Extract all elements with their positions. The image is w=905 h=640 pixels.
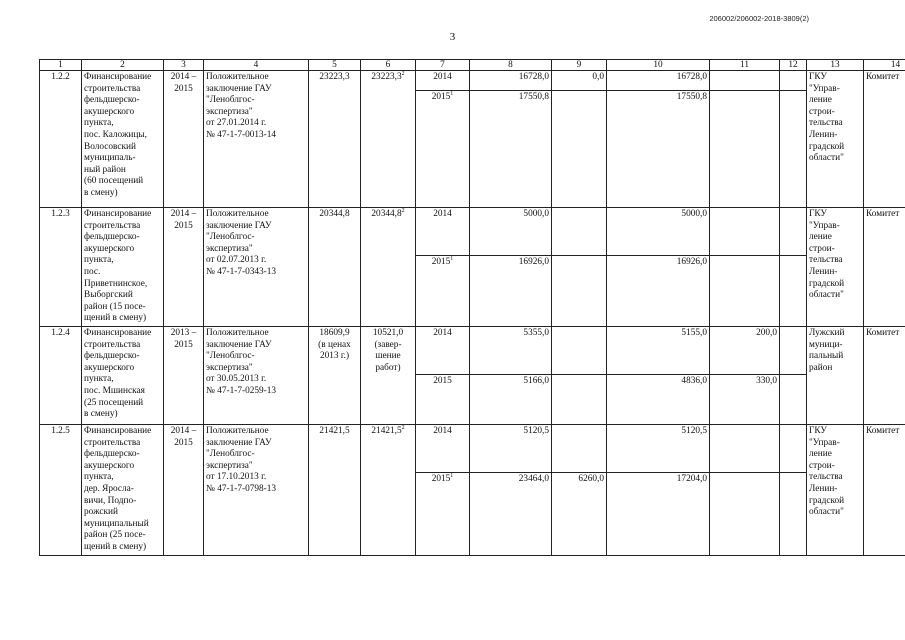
total-cost-value: 10521,0 (завер- шение работ) <box>372 328 404 373</box>
regional-funding: 5155,0 <box>607 327 710 375</box>
period: 2014 – 2015 <box>164 71 204 208</box>
expertise-document: Положительное заключение ГАУ "Леноблгос- экспертиза" от 27.01.2014 г. № 47-1-7-0013-14 <box>204 71 309 208</box>
column-number-3: 3 <box>164 60 204 71</box>
column-number-11: 11 <box>710 60 780 71</box>
year-value: 2015 <box>431 257 451 267</box>
year-value: 2015 <box>433 376 452 386</box>
local-funding <box>710 473 780 556</box>
period: 2013 – 2015 <box>164 327 204 425</box>
regional-funding: 5000,0 <box>607 208 710 256</box>
year <box>416 256 470 327</box>
local-funding <box>710 208 780 256</box>
regional-funding: 4836,0 <box>607 375 710 425</box>
year <box>416 327 470 375</box>
total-funding: 16728,0 <box>470 71 552 91</box>
estimated-cost: 20344,8 <box>309 208 361 327</box>
local-funding <box>710 71 780 91</box>
local-funding <box>710 91 780 208</box>
column-number-7: 7 <box>416 60 470 71</box>
total-cost-footnote: 2 <box>401 424 405 431</box>
estimated-cost: 23223,3 <box>309 71 361 208</box>
total-cost <box>361 327 416 425</box>
federal-funding: 6260,0 <box>552 473 607 556</box>
year-footnote: 1 <box>450 472 454 479</box>
year <box>416 91 470 208</box>
federal-funding <box>552 208 607 256</box>
column-number-4: 4 <box>204 60 309 71</box>
column-number-row <box>40 60 905 71</box>
column-number-9: 9 <box>552 60 607 71</box>
document-number: 206002/206002-2018-3809(2) <box>709 14 809 23</box>
main-administrator: Комитет <box>864 425 905 556</box>
column-number-13: 13 <box>807 60 864 71</box>
main-administrator: Комитет <box>864 71 905 208</box>
year-footnote: 1 <box>450 90 454 97</box>
year-value: 2014 <box>433 72 452 82</box>
regional-funding: 16926,0 <box>607 256 710 327</box>
responsible-executor: ГКУ "Управ- ление строи- тельства Ленин- градской области" <box>807 71 864 208</box>
year-value: 2015 <box>431 92 451 102</box>
local-funding <box>710 425 780 473</box>
column-number-14: 14 <box>864 60 905 71</box>
row-number: 1.2.3 <box>40 208 82 327</box>
other-funding <box>780 208 807 256</box>
other-funding <box>780 425 807 473</box>
estimated-cost: 18609,9 (в ценах 2013 г.) <box>309 327 361 425</box>
main-administrator: Комитет <box>864 327 905 425</box>
object-name: Финансирование строительства фельдшерско- акушерского пункта, дер. Яросла- вичи, Подпо- рожский муниципальный район (25 посе- щений в смену) <box>82 425 164 556</box>
total-cost <box>361 71 416 208</box>
main-administrator: Комитет <box>864 208 905 327</box>
year-value: 2014 <box>433 426 452 436</box>
column-number-8: 8 <box>470 60 552 71</box>
table-row <box>40 327 905 375</box>
local-funding: 330,0 <box>710 375 780 425</box>
expertise-document: Положительное заключение ГАУ "Леноблгос- экспертиза" от 30.05.2013 г. № 47-1-7-0259-13 <box>204 327 309 425</box>
column-number-1: 1 <box>40 60 82 71</box>
total-cost-footnote: 2 <box>401 70 405 77</box>
regional-funding: 17204,0 <box>607 473 710 556</box>
total-funding: 5000,0 <box>470 208 552 256</box>
expertise-document: Положительное заключение ГАУ "Леноблгос- экспертиза" от 02.07.2013 г. № 47-1-7-0343-13 <box>204 208 309 327</box>
budget-table <box>39 59 905 556</box>
year <box>416 425 470 473</box>
federal-funding <box>552 91 607 208</box>
estimated-cost: 21421,5 <box>309 425 361 556</box>
row-number: 1.2.4 <box>40 327 82 425</box>
responsible-executor: ГКУ "Управ- ление строи- тельства Ленин- градской области" <box>807 208 864 327</box>
total-funding: 23464,0 <box>470 473 552 556</box>
year <box>416 375 470 425</box>
federal-funding <box>552 425 607 473</box>
object-name: Финансирование строительства фельдшерско- акушерского пункта, пос. Каложицы, Волосовский муниципаль- ный район (60 посещений в смену) <box>82 71 164 208</box>
table-row <box>40 208 905 256</box>
local-funding: 200,0 <box>710 327 780 375</box>
regional-funding: 5120,5 <box>607 425 710 473</box>
other-funding <box>780 91 807 208</box>
responsible-executor: Лужский муници- пальный район <box>807 327 864 425</box>
column-number-12: 12 <box>780 60 807 71</box>
federal-funding <box>552 256 607 327</box>
period: 2014 – 2015 <box>164 208 204 327</box>
federal-funding <box>552 327 607 375</box>
row-number: 1.2.2 <box>40 71 82 208</box>
other-funding <box>780 473 807 556</box>
year-value: 2014 <box>433 209 452 219</box>
column-number-5: 5 <box>309 60 361 71</box>
table-row <box>40 71 905 91</box>
local-funding <box>710 256 780 327</box>
page-number: 3 <box>449 31 456 43</box>
federal-funding: 0,0 <box>552 71 607 91</box>
object-name: Финансирование строительства фельдшерско- акушерского пункта, пос. Мшинская (25 посещений в смену) <box>82 327 164 425</box>
year-value: 2014 <box>433 328 452 338</box>
year <box>416 71 470 91</box>
year-footnote: 1 <box>450 255 454 262</box>
responsible-executor: ГКУ "Управ- ление строи- тельства Ленин- градской области" <box>807 425 864 556</box>
regional-funding: 17550,8 <box>607 91 710 208</box>
other-funding <box>780 71 807 91</box>
total-cost-value: 20344,8 <box>371 209 402 219</box>
object-name: Финансирование строительства фельдшерско- акушерского пункта, пос. Приветнинское, Выборгский район (15 посе- щений в смену) <box>82 208 164 327</box>
year <box>416 208 470 256</box>
total-funding: 16926,0 <box>470 256 552 327</box>
total-cost <box>361 425 416 556</box>
column-number-6: 6 <box>361 60 416 71</box>
total-cost-value: 21421,5 <box>371 426 402 436</box>
other-funding <box>780 256 807 327</box>
period: 2014 – 2015 <box>164 425 204 556</box>
other-funding <box>780 375 807 425</box>
row-number: 1.2.5 <box>40 425 82 556</box>
table-row <box>40 425 905 473</box>
year <box>416 473 470 556</box>
expertise-document: Положительное заключение ГАУ "Леноблгос- экспертиза" от 17.10.2013 г. № 47-1-7-0798-13 <box>204 425 309 556</box>
federal-funding <box>552 375 607 425</box>
total-cost-value: 23223,3 <box>371 72 402 82</box>
column-number-2: 2 <box>82 60 164 71</box>
column-number-10: 10 <box>607 60 710 71</box>
total-funding: 5355,0 <box>470 327 552 375</box>
total-funding: 17550,8 <box>470 91 552 208</box>
total-cost-footnote: 2 <box>401 207 405 214</box>
year-value: 2015 <box>431 474 451 484</box>
regional-funding: 16728,0 <box>607 71 710 91</box>
total-cost <box>361 208 416 327</box>
total-funding: 5166,0 <box>470 375 552 425</box>
other-funding <box>780 327 807 375</box>
total-funding: 5120,5 <box>470 425 552 473</box>
